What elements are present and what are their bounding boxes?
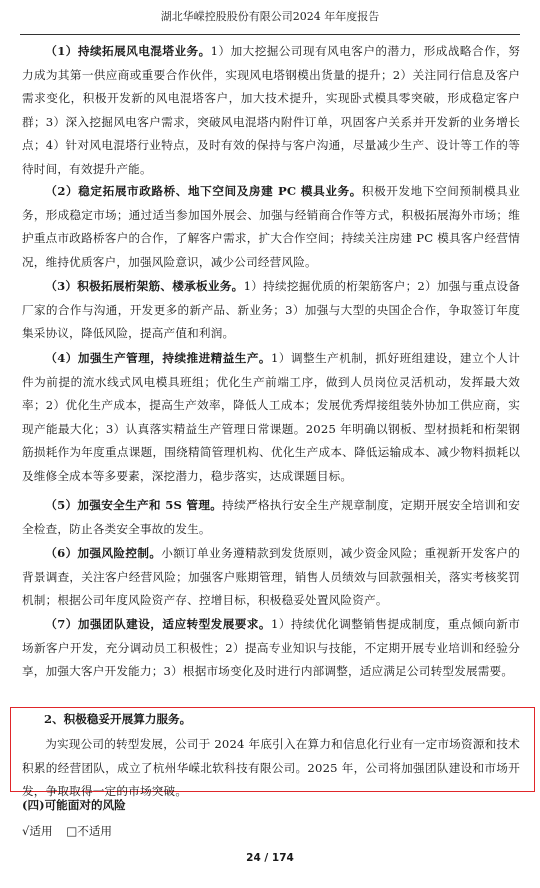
applicability-options [22,823,122,839]
paragraph-truss-floor [22,275,520,346]
paragraph-text: 1）持续优化调整销售提成制度，重点倾向新市场新客户开发，充分调动员工积极性；2）提高专业知识与技能，不定期开展专业培训和经验分享，加强大客户开发能力；3）根据市场变化及时进行内部调整，适应满足公司转型发展需要。 [22,617,521,678]
paragraph-text: 积极开发地下空间预制模具业务，形成稳定市场；通过适当参加国外展会、加强与经销商合作等方式，积极拓展海外市场；维护重点市政路桥客户的合作，了解客户需求，扩大合作空间；持续关注房建 PC 模具客户经营情况，维持优质客户，加强风险意识，减少公司经营风险。 [22,184,520,269]
paragraph-text: 1）持续挖掘优质的桁架筋客户；2）加强与重点设备厂家的合作与沟通，开发更多的新产品、新业务；3）加强与大型的央国企合作，争取签订年度集采协议，降低风险，提高产值和利润。 [22,279,520,340]
paragraph-text: 1）加大挖掘公司现有风电客户的潜力，形成战略合作，努力成为其第一供应商或重要合作伙伴，实现风电塔钢模出货量的提升；2）关注同行信息及客户需求变化，积极开发新的风电混塔客户，加大技术提升，实现卧式模具零突破，形成稳定客户群；3）深入挖掘风电客户需求，突破风电混塔内附件订单，巩固客户关系并开发新的业务增长点；4）针对风电混塔行业特点，及时有效的保持与客户沟通，尽量减少生产、设计等工作的等待时间，有效提升产能。 [22,44,520,176]
paragraph-text: 持续严格执行安全生产规章制度，定期开展安全培训和安全检查，防止各类安全事故的发生。 [22,498,520,536]
paragraph-production-management [22,347,520,488]
paragraph-safety-5s [22,494,520,541]
section-computing-heading: 2、积极稳妥开展算力服务。 [44,712,192,726]
paragraph-text: 1）调整生产机制，抓好班组建设，建立个人计件为前提的流水线式风电模具班组；优化生产前端工序，做到人员岗位灵活机动，发挥最大效率；2）优化生产成本，提高生产效率，降低人工成本；发展优秀焊接组装外协加工供应商，实现产能最大化；3）认真落实精益生产管理日常课题。2025 年明确以钢板、型材损耗和桁架钢筋损耗作为年度重点课题，围绕精简管理机构、优化生产成本、降低运输成本、减少物料损耗以及维修全成本等多要素，深挖潜力，稳步落实，达成课题目标。 [22,351,521,483]
section-risks-heading: (四)可能面对的风险 [22,798,126,812]
paragraph-heading: （4）加强生产管理，持续推进精益生产。 [45,351,272,365]
paragraph-text: 小额订单业务遵精款到发货原则，减少资金风险；重视新开发客户的背景调查，关注客户经营风险；加强客户账期管理，销售人员绩效与回款强相关，落实考核奖罚机制；根据公司年度风险资产存、控增目标，积极稳妥处置风险资产。 [22,546,520,607]
paragraph-heading: （2）稳定拓展市政路桥、地下空间及房建 PC 模具业务。 [45,184,362,198]
paragraph-heading: （5）加强安全生产和 5S 管理。 [45,498,223,512]
page-header: 湖北华嵘控股股份有限公司2024 年年度报告 [160,10,380,23]
not-applicable-checkbox[interactable]: □不适用 [66,824,113,838]
paragraph-heading: （1）持续拓展风电混塔业务。 [45,44,211,58]
applicable-checkbox[interactable]: √适用 [22,824,53,838]
paragraph-computing-service: 为实现公司的转型发展，公司于 2024 年底引入在算力和信息化行业有一定市场资源和技术积累的经营团队，成立了杭州华嵘北软科技有限公司。2025 年，公司将加强团队建设和市场开发，争取取得一定的市场突破。 [22,737,520,798]
header-divider [20,34,520,35]
paragraph-heading: （7）加强团队建设，适应转型发展要求。 [45,617,272,631]
paragraph-municipal-bridge [22,180,520,274]
paragraph-heading: （6）加强风险控制。 [45,546,162,560]
paragraph-team-building [22,613,520,684]
paragraph-wind-power [22,40,520,181]
paragraph-risk-control [22,542,520,613]
paragraph-heading: （3）积极拓展桁架筋、楼承板业务。 [45,279,244,293]
page-number: 24 / 174 [246,852,294,864]
